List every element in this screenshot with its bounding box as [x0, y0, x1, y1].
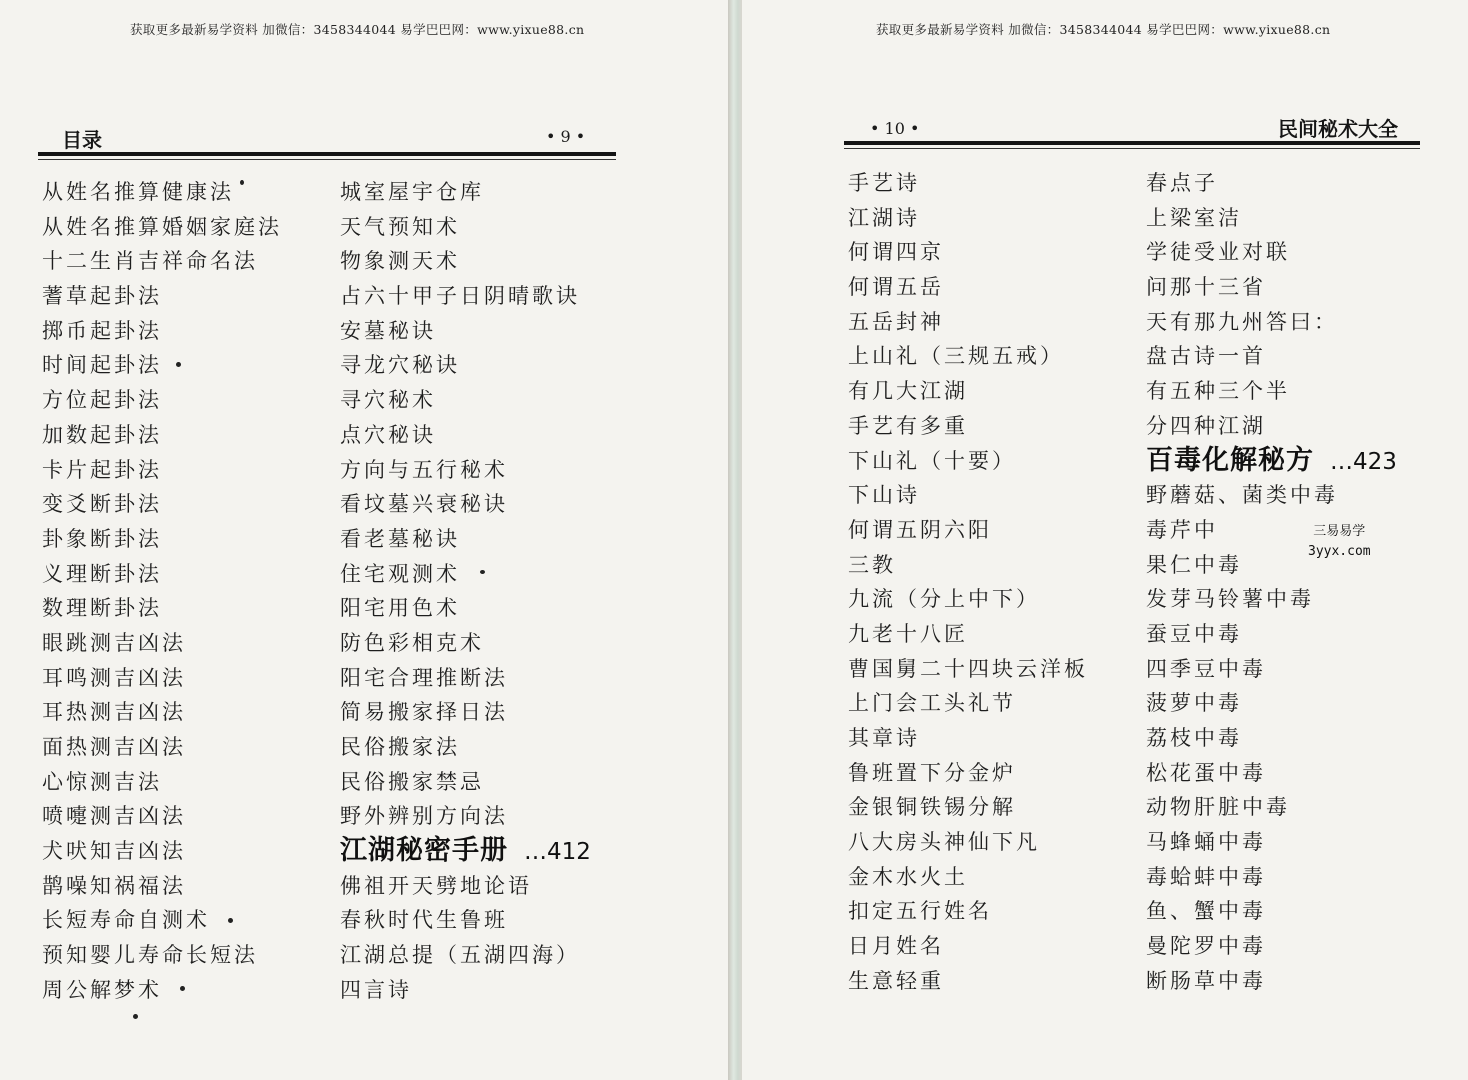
toc-entry: 义理断卦法 — [42, 561, 162, 586]
toc-entry: 菠萝中毒 — [1146, 691, 1242, 716]
toc-entry: 心惊测吉法 — [42, 769, 162, 794]
toc-entry: 断肠草中毒 — [1146, 968, 1266, 993]
toc-entry: 荔枝中毒 — [1146, 726, 1242, 750]
right-page-number: • 10 • — [870, 119, 920, 138]
toc-entry: 耳热测吉凶法 — [42, 700, 186, 725]
toc-entry: 曼陀罗中毒 — [1146, 934, 1266, 959]
toc-entry: 物象测天术 — [340, 249, 460, 274]
left-toc-column-2 — [340, 175, 591, 1008]
right-page — [742, 0, 1468, 1080]
toc-entry: 盘古诗一首 — [1146, 344, 1266, 369]
toc-entry: 周公解梦术 — [42, 977, 162, 1002]
toc-entry: 问那十三省 — [1146, 275, 1266, 300]
toc-entry: 防色彩相克术 — [340, 630, 484, 655]
toc-entry: 点穴秘诀 — [340, 422, 436, 447]
toc-entry: 春点子 — [1146, 171, 1218, 195]
toc-entry: 上门会工头礼节 — [848, 691, 1016, 716]
toc-entry: 五岳封神 — [848, 309, 944, 334]
toc-section-heading — [1146, 444, 1397, 479]
toc-entry: 鲁班置下分金炉 — [848, 760, 1016, 785]
toc-entry: 安墓秘诀 — [340, 318, 436, 343]
toc-entry: 预知婴儿寿命长短法 — [42, 943, 258, 968]
left-header-rule-thin — [38, 159, 616, 160]
toc-entry: 长短寿命自测术 — [42, 908, 210, 933]
print-speck — [228, 918, 233, 923]
toc-entry: 马蜂蛹中毒 — [1146, 830, 1266, 855]
toc-entry: 简易搬家择日法 — [340, 700, 508, 725]
left-page-number: • 9 • — [546, 127, 586, 146]
toc-entry: 加数起卦法 — [42, 422, 162, 447]
toc-entry: 学徒受业对联 — [1146, 240, 1290, 265]
toc-entry: 鱼、蟹中毒 — [1146, 899, 1266, 924]
toc-entry: 四季豆中毒 — [1146, 656, 1266, 681]
toc-entry: 曹国舅二十四块云洋板 — [848, 656, 1088, 681]
toc-entry: 春秋时代生鲁班 — [340, 908, 508, 933]
toc-entry: 数理断卦法 — [42, 596, 162, 621]
toc-entry: 城室屋宇仓库 — [340, 180, 484, 204]
toc-entry: 野蘑菇、菌类中毒 — [1146, 483, 1338, 508]
toc-entry: 分四种江湖 — [1146, 413, 1266, 438]
toc-entry: 有几大江湖 — [848, 379, 968, 404]
toc-entry: 扣定五行姓名 — [848, 899, 992, 924]
toc-entry: 看坟墓兴衰秘诀 — [340, 492, 508, 517]
toc-entry: 天有那九州答曰： — [1146, 309, 1338, 334]
right-header-rule-thin — [844, 148, 1420, 149]
toc-entry: 下山诗 — [848, 483, 920, 508]
toc-entry: 生意轻重 — [848, 968, 944, 993]
toc-entry: 八大房头神仙下凡 — [848, 830, 1040, 855]
section-page-ref: …412 — [524, 839, 591, 866]
watermark-stamp — [1308, 522, 1371, 562]
toc-entry: 毒芹中 — [1146, 517, 1218, 542]
toc-entry: 十二生肖吉祥命名法 — [42, 249, 258, 274]
toc-entry: 看老墓秘诀 — [340, 526, 460, 551]
toc-entry: 卡片起卦法 — [42, 457, 162, 482]
section-title: 百毒化解秘方 — [1146, 444, 1314, 476]
toc-entry: 时间起卦法 — [42, 353, 162, 378]
toc-entry: 卦象断卦法 — [42, 526, 162, 551]
toc-entry: 天气预知术 — [340, 214, 460, 239]
print-speck — [133, 1014, 138, 1019]
toc-entry: 何谓四京 — [848, 240, 944, 265]
toc-entry: 变爻断卦法 — [42, 492, 162, 517]
left-page — [0, 0, 728, 1080]
toc-entry: 有五种三个半 — [1146, 379, 1290, 404]
toc-entry: 蚕豆中毒 — [1146, 621, 1242, 646]
toc-entry: 上山礼（三规五戒） — [848, 344, 1064, 369]
toc-entry: 金银铜铁锡分解 — [848, 795, 1016, 820]
toc-section-heading — [340, 834, 591, 869]
toc-entry: 占六十甲子日阴晴歌诀 — [340, 284, 580, 309]
toc-entry: 上梁室洁 — [1146, 205, 1242, 230]
toc-entry: 野外辨别方向法 — [340, 804, 508, 829]
right-header-rule — [844, 141, 1420, 145]
section-page-ref: …423 — [1330, 448, 1397, 475]
toc-entry: 犬吠知吉凶法 — [42, 839, 186, 864]
toc-entry: 江湖总提（五湖四海） — [340, 943, 580, 968]
toc-entry: 其章诗 — [848, 726, 920, 750]
toc-entry: 从姓名推算婚姻家庭法 — [42, 214, 282, 239]
toc-entry: 毒蛤蚌中毒 — [1146, 864, 1266, 889]
toc-entry: 喷嚏测吉凶法 — [42, 804, 186, 829]
toc-entry: 手艺诗 — [848, 171, 920, 195]
book-gutter — [728, 0, 742, 1080]
left-header-title: 目录 — [62, 128, 102, 152]
toc-entry: 日月姓名 — [848, 934, 944, 959]
toc-entry: 掷币起卦法 — [42, 318, 162, 343]
left-banner-text: 获取更多最新易学资料 加微信：3458344044 易学巴巴网：www.yixue88.cn — [130, 22, 585, 37]
toc-entry: 佛祖开天劈地论语 — [340, 873, 532, 898]
watermark-line-2: 3yyx.com — [1308, 544, 1371, 559]
toc-entry: 金木水火土 — [848, 864, 968, 889]
toc-entry: 江湖诗 — [848, 205, 920, 230]
toc-entry: 住宅观测术 — [340, 561, 460, 586]
toc-entry: 寻穴秘术 — [340, 388, 436, 413]
print-speck — [240, 180, 244, 185]
toc-entry: 眼跳测吉凶法 — [42, 630, 186, 655]
toc-entry: 民俗搬家法 — [340, 735, 460, 759]
toc-entry: 四言诗 — [340, 977, 412, 1002]
right-banner-text: 获取更多最新易学资料 加微信：3458344044 易学巴巴网：www.yixue88.cn — [876, 22, 1331, 37]
toc-entry: 面热测吉凶法 — [42, 735, 186, 759]
toc-entry: 阳宅合理推断法 — [340, 665, 508, 690]
toc-entry: 三教 — [848, 552, 896, 577]
left-header-rule — [38, 152, 616, 156]
print-speck — [180, 986, 185, 991]
print-speck — [176, 362, 181, 367]
toc-entry: 下山礼（十要） — [848, 448, 1016, 473]
toc-entry: 手艺有多重 — [848, 413, 968, 438]
toc-entry: 松花蛋中毒 — [1146, 760, 1266, 785]
toc-entry: 何谓五阴六阳 — [848, 517, 992, 542]
toc-entry: 鹊噪知祸福法 — [42, 873, 186, 898]
right-toc-column-1 — [848, 166, 1088, 999]
toc-entry: 耳鸣测吉凶法 — [42, 665, 186, 690]
toc-entry: 方位起卦法 — [42, 388, 162, 413]
section-title: 江湖秘密手册 — [340, 835, 508, 867]
left-toc-column-1 — [42, 175, 282, 1008]
toc-entry: 九流（分上中下） — [848, 587, 1040, 612]
right-toc-column-2 — [1146, 166, 1397, 999]
right-header-title: 民间秘术大全 — [1278, 117, 1398, 141]
print-speck — [480, 570, 485, 574]
toc-entry: 何谓五岳 — [848, 275, 944, 300]
toc-entry: 果仁中毒 — [1146, 552, 1242, 577]
toc-entry: 方向与五行秘术 — [340, 457, 508, 482]
toc-entry: 蓍草起卦法 — [42, 284, 162, 309]
toc-entry: 阳宅用色术 — [340, 596, 460, 621]
toc-entry: 从姓名推算健康法 — [42, 180, 234, 204]
toc-entry: 寻龙穴秘诀 — [340, 353, 460, 378]
toc-entry: 动物肝脏中毒 — [1146, 795, 1290, 820]
toc-entry: 发芽马铃薯中毒 — [1146, 587, 1314, 612]
watermark-line-1: 三易易学 — [1313, 524, 1366, 539]
toc-entry: 九老十八匠 — [848, 621, 968, 646]
toc-entry: 民俗搬家禁忌 — [340, 769, 484, 794]
